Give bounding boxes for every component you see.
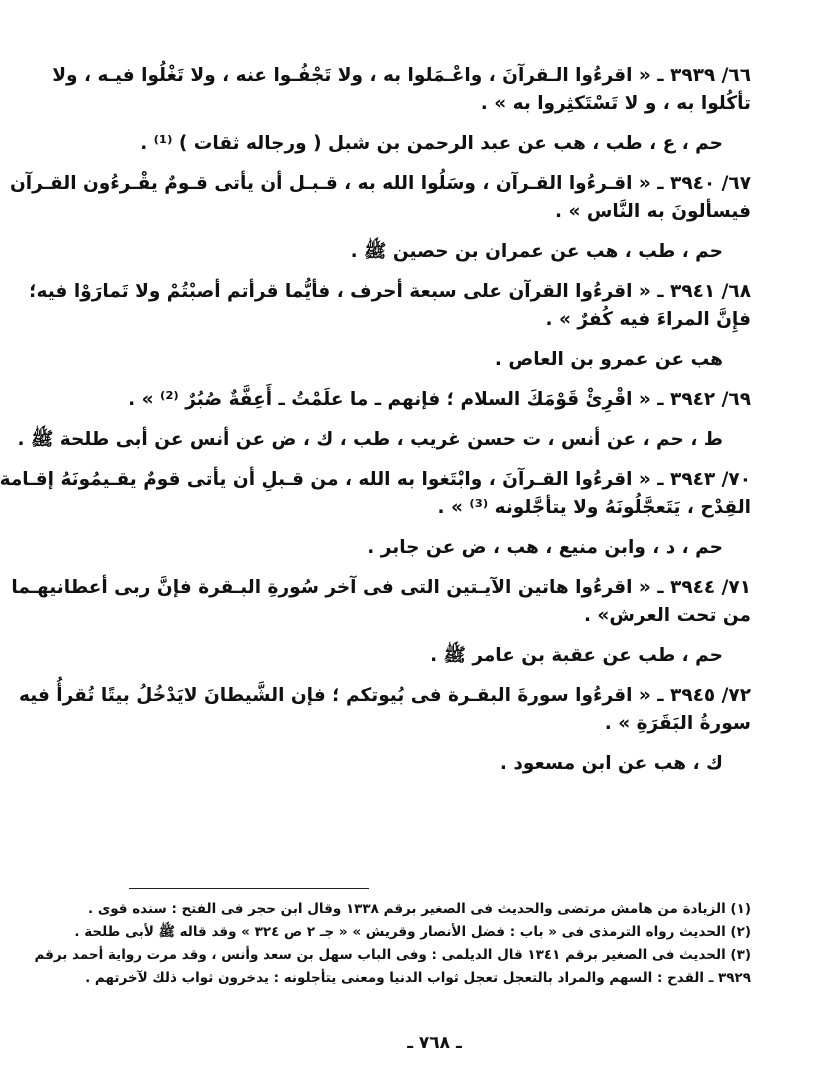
page-number: ـ ٧٦٨ ـ <box>407 1033 462 1053</box>
hadith-text-line: ٦٩/ ٣٩٤٢ ـ « اقْرِئْ قَوْمَكَ السلام ؛ فإنهم ـ ما علَمْتُ ـ أَعِفَّةٌ صُبُرٌ ⁽²⁾ » . <box>128 389 751 410</box>
footnotes <box>34 898 751 990</box>
hadith-text-line: سورةُ البَقَرَةِ » . <box>604 713 751 734</box>
footnote-separator <box>129 888 369 889</box>
hadith-entry <box>17 386 751 454</box>
hadith-entry <box>0 466 751 562</box>
hadith-source: حم ، ع ، طب ، هب عن عبد الرحمن بن شبل ( ورجاله ثقات ) ⁽¹⁾ . <box>140 133 723 154</box>
footnote: (٢) الحديث رواه الترمذى فى « باب : فضل الأنصار وقريش » « جـ ٢ ص ٣٢٤ » وقد قاله ﷺ لأبى طلحة . <box>74 924 751 940</box>
hadith-text-line: ٧١/ ٣٩٤٤ ـ « اقرءُوا هاتين الآيـتين التى فى آخر سُورةِ البـقرة فإنَّ ربى أعطانيهـما <box>11 577 751 598</box>
hadith-source: ك ، هب عن ابن مسعود . <box>499 753 723 774</box>
hadith-entry <box>52 62 751 158</box>
hadith-text-line: ٦٦/ ٣٩٣٩ ـ « اقرءُوا الـقرآنَ ، واعْـمَلوا به ، ولا تَجْفُـوا عنه ، ولا تَغْلُوا فيـه ، ولا <box>52 65 751 86</box>
hadith-entry <box>29 278 751 374</box>
hadith-text-line: ٧٠/ ٣٩٤٣ ـ « اقرءُوا القـرآنَ ، وابْتَغوا به الله ، من قـبلِ أن يأتى قومٌ يقـيمُونَهُ إقـامة <box>0 469 751 490</box>
footnote: (١) الزيادة من هامش مرتضى والحديث فى الصغير برقم ١٣٣٨ وقال ابن حجر فى الفتح : سنده قوى . <box>88 901 751 917</box>
hadith-source: حم ، د ، وابن منيع ، هب ، ض عن جابر . <box>367 537 723 558</box>
hadith-text-line: القِدْح ، يَتَعجَّلُونَهُ ولا يتأجَّلونه ⁽³⁾ » . <box>437 497 751 518</box>
footnote: (٣) الحديث فى الصغير برقم ١٣٤١ قال الديلمى : وفى الباب سهل بن سعد وأنس ، وقد مرت رواية أحمد برقم <box>34 947 751 963</box>
footnote-continuation: ٣٩٢٩ ـ القدح : السهم والمراد بالتعجل تعجل ثواب الدنيا ومعنى يتأجلونه : يدخرون ثواب ذلك لآخرتهم . <box>85 970 751 986</box>
hadith-text-line: تأكُلوا به ، و لا تَسْتَكثِروا به » . <box>480 93 751 114</box>
hadith-source: حم ، طب عن عقبة بن عامر ﷺ . <box>430 645 723 666</box>
hadith-source: ط ، حم ، عن أنس ، ت حسن غريب ، طب ، ك ، ض عن أنس عن أبى طلحة ﷺ . <box>17 429 723 450</box>
hadith-text-line: ٦٧/ ٣٩٤٠ ـ « اقـرءُوا القـرآن ، وسَلُوا الله به ، قـبـل أن يأتى قـومٌ يقْـرءُون القـرآن <box>10 173 751 194</box>
hadith-list <box>0 62 751 778</box>
hadith-text-line: فإِنَّ المراءَ فيه كُفرٌ » . <box>545 309 751 330</box>
hadith-text-line: من تحت العرش» . <box>583 605 751 626</box>
hadith-text-line: ٧٢/ ٣٩٤٥ ـ « اقرءُوا سورةَ البقـرة فى بُيوتكم ؛ فإن الشَّيطانَ لايَدْخُلُ بيتًا تُقرأُ فيه <box>18 685 751 706</box>
hadith-text-line: ٦٨/ ٣٩٤١ ـ « اقرءُوا القرآن على سبعة أحرف ، فأيُّما قرأتم أصبْتُمْ ولا تَمارَوْا فيه؛ <box>29 281 751 302</box>
hadith-source: حم ، طب ، هب عن عمران بن حصين ﷺ . <box>350 241 723 262</box>
hadith-entry <box>18 682 751 778</box>
hadith-text-line: فيسألونَ به النَّاس » . <box>555 201 751 222</box>
hadith-entry <box>10 170 751 266</box>
hadith-source: هب عن عمرو بن العاص . <box>494 349 723 370</box>
hadith-entry <box>11 574 751 670</box>
